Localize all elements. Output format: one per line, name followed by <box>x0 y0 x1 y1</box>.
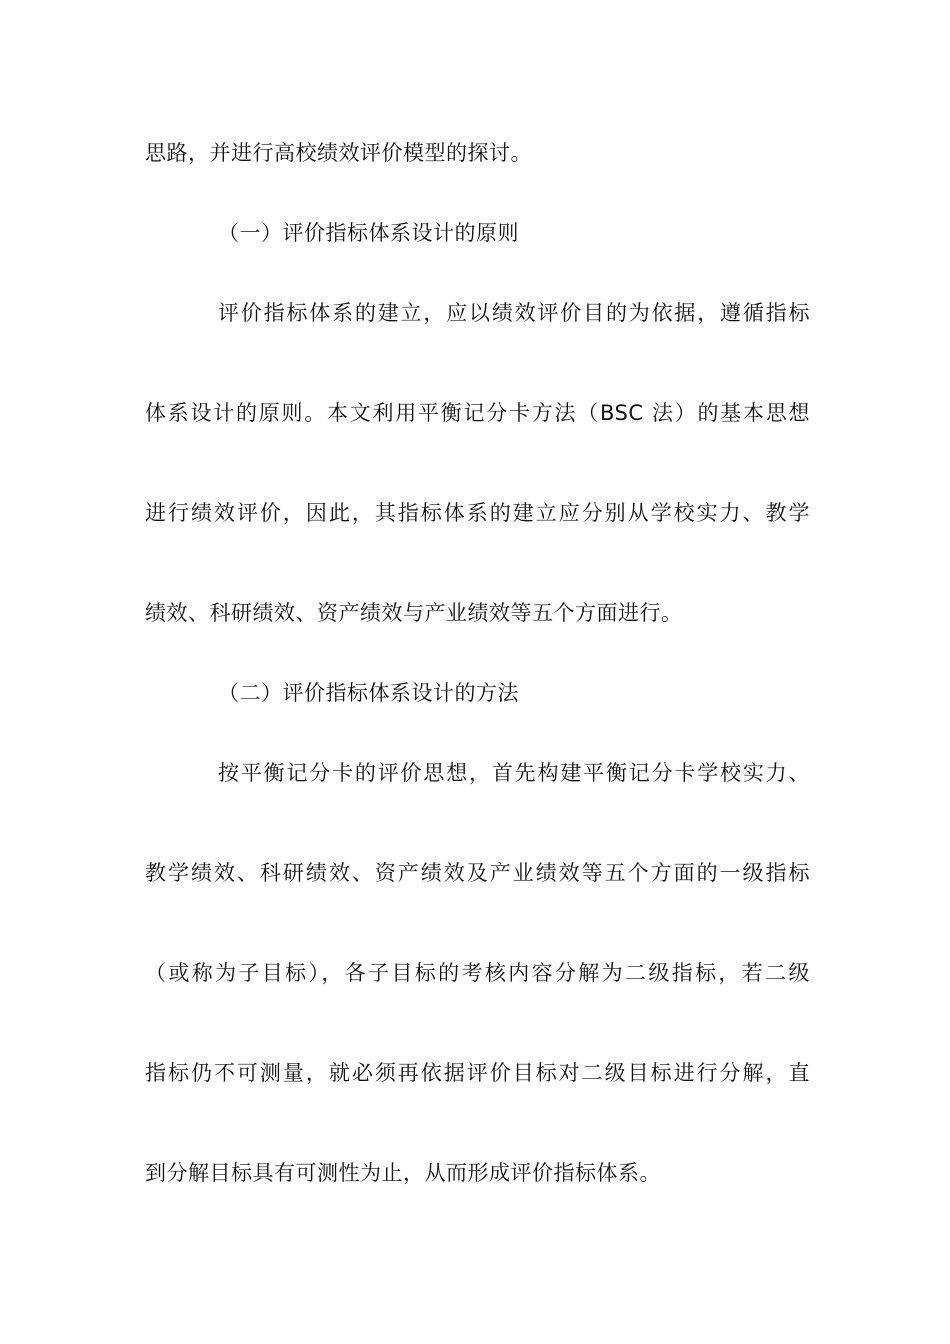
paragraph-line: 进行绩效评价，因此，其指标体系的建立应分别从学校实力、教学 <box>145 501 810 525</box>
paragraph-line: 思路，并进行高校绩效评价模型的探讨。 <box>145 141 532 165</box>
paragraph-line: 评价指标体系的建立，应以绩效评价目的为依据，遵循指标 <box>218 301 810 325</box>
section-heading-methods: （二）评价指标体系设计的方法 <box>218 681 519 705</box>
paragraph-line: 绩效、科研绩效、资产绩效与产业绩效等五个方面进行。 <box>145 601 683 625</box>
paragraph-line: 指标仍不可测量，就必须再依据评价目标对二级目标进行分解，直 <box>145 1061 810 1085</box>
paragraph-line: 体系设计的原则。本文利用平衡记分卡方法（BSC 法）的基本思想 <box>145 401 810 425</box>
paragraph-line: 到分解目标具有可测性为止，从而形成评价指标体系。 <box>145 1161 661 1185</box>
paragraph-line: 按平衡记分卡的评价思想，首先构建平衡记分卡学校实力、 <box>218 761 810 785</box>
paragraph-line: （或称为子目标），各子目标的考核内容分解为二级指标，若二级 <box>145 961 810 985</box>
section-heading-principles: （一）评价指标体系设计的原则 <box>218 221 519 245</box>
paragraph-line: 教学绩效、科研绩效、资产绩效及产业绩效等五个方面的一级指标 <box>145 861 810 885</box>
